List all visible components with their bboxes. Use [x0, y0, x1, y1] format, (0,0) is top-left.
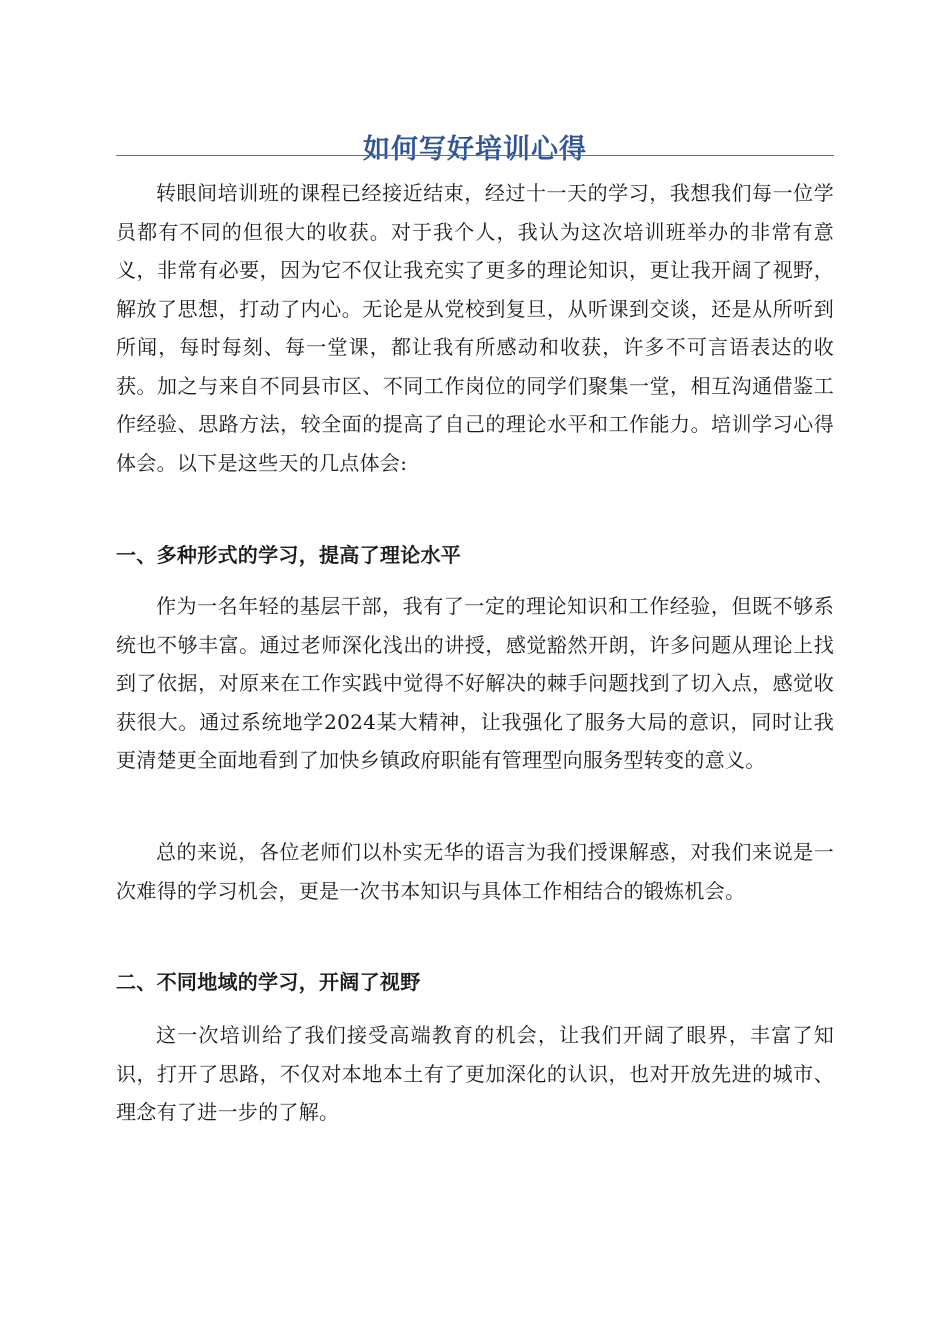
- paragraph-vision: 这一次培训给了我们接受高端教育的机会，让我们开阔了眼界，丰富了知识，打开了思路，不仅对本地本土有了更加深化的认识，也对开放先进的城市、理念有了进一步的了解。: [116, 1023, 834, 1124]
- section-heading-2: 二、不同地域的学习，开阔了视野: [116, 970, 421, 994]
- paragraph-intro: 转眼间培训班的课程已经接近结束，经过十一天的学习，我想我们每一位学员都有不同的但很大的收获。对于我个人，我认为这次培训班举办的非常有意义，非常有必要，因为它不仅让我充实了更多的理论知识，更让我开阔了视野，解放了思想，打动了内心。无论是从党校到复旦，从听课到交谈，还是从所听到所闻，每时每刻、每一堂课，都让我有所感动和收获，许多不可言语表达的收获。加之与来自不同县市区、不同工作岗位的同学们聚集一堂，相互沟通借鉴工作经验、思路方法，较全面的提高了自己的理论水平和工作能力。培训学习心得体会。以下是这些天的几点体会:: [116, 181, 834, 475]
- document-title: 如何写好培训心得: [363, 134, 587, 166]
- title-underline: [116, 155, 834, 156]
- paragraph-summary: 总的来说，各位老师们以朴实无华的语言为我们授课解惑，对我们来说是一次难得的学习机会，更是一次书本知识与具体工作相结合的锻炼机会。: [116, 840, 834, 903]
- section-heading-1: 一、多种形式的学习，提高了理论水平: [116, 543, 462, 567]
- paragraph-theory: 作为一名年轻的基层干部，我有了一定的理论知识和工作经验，但既不够系统也不够丰富。通过老师深化浅出的讲授，感觉豁然开朗，许多问题从理论上找到了依据，对原来在工作实践中觉得不好解决的棘手问题找到了切入点，感觉收获很大。通过系统地学2024某大精神，让我强化了服务大局的意识，同时让我更清楚更全面地看到了加快乡镇政府职能有管理型向服务型转变的意义。: [116, 594, 834, 772]
